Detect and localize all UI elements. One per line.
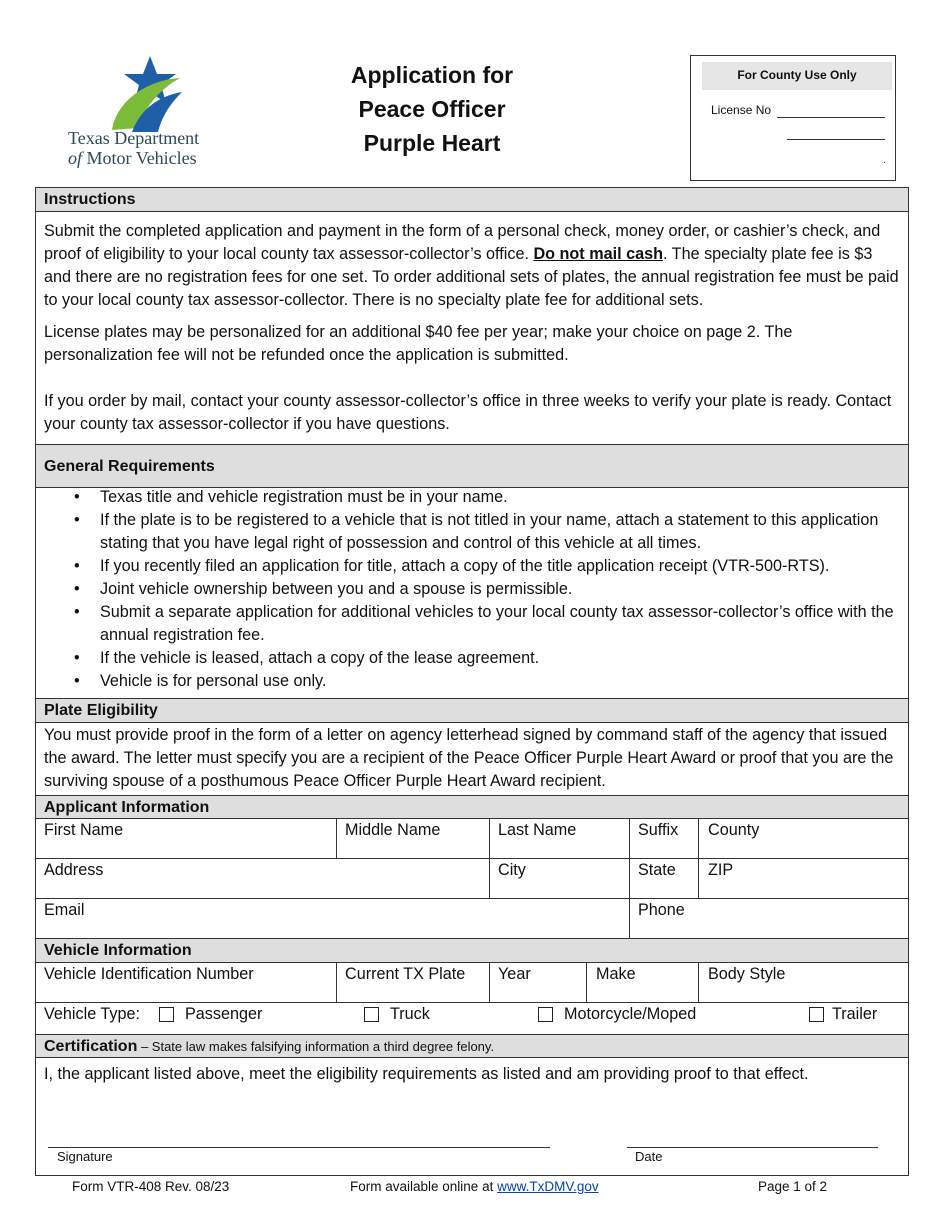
instructions-para-1a: Submit the completed application and payment in the form of a personal check, money order, or cashier’s check, and proof of eligibility to your local county tax assessor-collector’s office. [44,222,881,263]
title-line-1: Application for [350,62,514,88]
address-field[interactable]: Address [44,861,104,879]
applicant-col-divider [489,819,490,898]
list-item: • If the plate is to be registered to a vehicle that is not titled in your name, attach a statement to this application stating that you have legal right of possession and control of this vehicle at all times. [44,509,902,555]
license-no-label: License No [711,103,772,117]
plate-eligibility-text: You must provide proof in the form of a letter on agency letterhead signed by command staff of the agency that issued the award. The letter must specify you are a recipient of the Peace Officer Purple Heart Award or proof that you are the surviving spouse of a posthumous Peace Officer Purple Heart Award recipient. [44,726,894,790]
passenger-label: Passenger [185,1005,263,1023]
county-use-box [690,55,896,181]
county-extra-field[interactable] [787,139,885,140]
logo-motor-vehicles: Motor Vehicles [82,148,197,168]
vin-field[interactable]: Vehicle Identification Number [44,965,254,983]
trailer-checkbox[interactable] [809,1007,824,1022]
logo-of: of [68,148,83,168]
applicant-col-divider [336,819,337,858]
vehicle-col-divider [586,963,587,1002]
requirements-list [44,486,902,693]
certification-title: Certification [44,1038,138,1055]
title-line-2: Peace Officer [358,96,506,122]
instructions-para-1 [44,220,902,312]
instructions-para-1b: . The specialty plate fee is $3 and there are no registration fees for one set. To order additional sets of plates, the annual registration fee must be paid to your local county tax assessor-collector. There is no specialty plate fee for additional sets. [44,245,899,309]
passenger-checkbox[interactable] [159,1007,174,1022]
suffix-field[interactable]: Suffix [638,821,679,839]
current-tx-plate-field[interactable]: Current TX Plate [345,965,466,983]
online-prefix: Form available online at [350,1179,498,1194]
state-field[interactable]: State [638,861,676,879]
email-field[interactable]: Email [44,901,85,919]
title-line-3: Purple Heart [363,130,501,156]
applicant-col-divider [698,819,699,898]
vehicle-col-divider [336,963,337,1002]
last-name-field[interactable]: Last Name [498,821,577,839]
first-name-field[interactable]: First Name [44,821,124,839]
form-id: Form VTR-408 Rev. 08/23 [72,1179,230,1194]
truck-checkbox[interactable] [364,1007,379,1022]
form-online-note [350,1179,599,1194]
vehicle-col-divider [489,963,490,1002]
general-requirements-heading: General Requirements [36,444,908,488]
vehicle-row-divider [36,1002,908,1003]
list-item: • If you recently filed an application for title, attach a copy of the title application receipt (VTR-500-RTS). [44,555,902,578]
body-style-field[interactable]: Body Style [708,965,786,983]
city-field[interactable]: City [498,861,526,879]
motorcycle-moped-checkbox[interactable] [538,1007,553,1022]
list-item: • Vehicle is for personal use only. [44,670,902,693]
date-label: Date [635,1149,663,1164]
county-dot: . [883,155,886,166]
vehicle-col-divider [698,963,699,1002]
zip-field[interactable]: ZIP [708,861,734,879]
year-field[interactable]: Year [498,965,531,983]
truck-label: Truck [390,1005,430,1023]
txdmv-link[interactable]: www.TxDMV.gov [497,1179,599,1194]
logo-line-1: Texas Department [68,128,200,148]
do-not-mail-cash: Do not mail cash [533,245,663,263]
instructions-heading: Instructions [36,187,908,212]
signature-field[interactable] [48,1147,550,1148]
middle-name-field[interactable]: Middle Name [345,821,441,839]
certification-note: – State law makes falsifying information a third degree felony. [137,1039,495,1054]
signature-label: Signature [57,1149,113,1164]
trailer-label: Trailer [832,1005,878,1023]
county-use-heading: For County Use Only [702,62,892,90]
instructions-para-3: If you order by mail, contact your county assessor-collector’s office in three weeks to verify your plate is ready. Contact your county tax assessor-collector if you have questions. [44,392,892,433]
applicant-information-heading: Applicant Information [36,795,908,819]
list-item: • If the vehicle is leased, attach a copy of the lease agreement. [44,647,902,670]
page-number: Page 1 of 2 [758,1179,828,1194]
plate-eligibility-heading: Plate Eligibility [36,698,908,723]
applicant-col-divider [629,819,630,938]
logo-line-2 [68,148,238,168]
date-field[interactable] [627,1147,878,1148]
license-no-field[interactable] [777,117,885,118]
instructions-para-2: License plates may be personalized for an additional $40 fee per year; make your choice on page 2. The personalization fee will not be refunded once the application is submitted. [44,323,793,364]
list-item: • Texas title and vehicle registration must be in your name. [44,486,902,509]
applicant-row-divider-1 [36,858,908,859]
make-field[interactable]: Make [596,965,636,983]
list-item: • Submit a separate application for additional vehicles to your local county tax assessor-collector’s office with the annual registration fee. [44,601,902,647]
certification-statement: I, the applicant listed above, meet the eligibility requirements as listed and am providing proof to that effect. [44,1065,809,1083]
form-title [300,58,564,160]
phone-field[interactable]: Phone [638,901,685,919]
applicant-row-divider-2 [36,898,908,899]
motorcycle-moped-label: Motorcycle/Moped [564,1005,697,1023]
certification-heading [36,1034,908,1058]
logo-wordmark [68,128,238,168]
vehicle-information-heading: Vehicle Information [36,938,908,963]
vehicle-type-label: Vehicle Type: [44,1005,140,1023]
county-field[interactable]: County [708,821,760,839]
instructions-body [44,220,902,436]
list-item: • Joint vehicle ownership between you and a spouse is permissible. [44,578,902,601]
